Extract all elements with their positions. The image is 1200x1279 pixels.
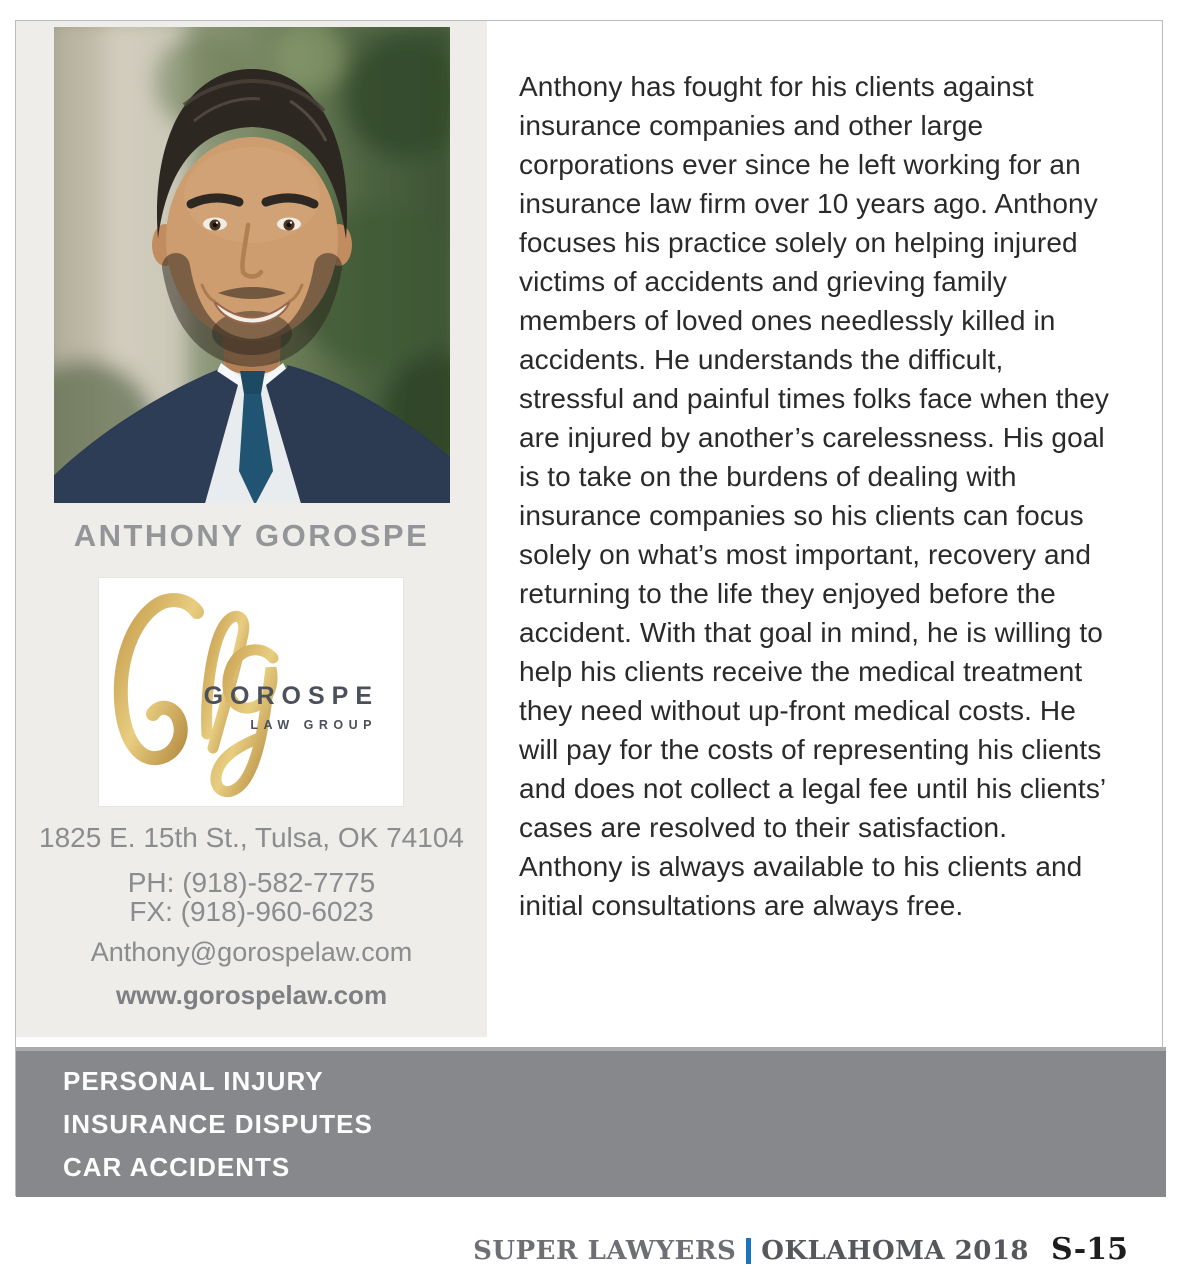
portrait-photo: [54, 27, 450, 503]
practice-areas-bar: [16, 1047, 1166, 1197]
footer-divider-icon: [746, 1238, 751, 1264]
footer-edition: OKLAHOMA 2018: [761, 1236, 1030, 1266]
firm-logo-box: [98, 577, 404, 807]
contact-website[interactable]: www.gorospelaw.com: [115, 980, 388, 1010]
contact-address: 1825 E. 15th St., Tulsa, OK 74104: [39, 822, 464, 853]
practice-area-car-accidents: CAR ACCIDENTS: [63, 1151, 291, 1182]
practice-area-insurance-disputes: INSURANCE DISPUTES: [63, 1108, 373, 1139]
practice-area-personal-injury: PERSONAL INJURY: [63, 1065, 324, 1096]
contact-fax: FX: (918)-960-6023: [129, 896, 374, 927]
portrait-illustration: [54, 27, 450, 503]
footer-page-number: S-15: [1051, 1232, 1128, 1267]
contact-email[interactable]: Anthony@gorospelaw.com: [90, 937, 413, 967]
bio-column: [519, 67, 1115, 925]
firm-name: GOROSPE: [203, 682, 379, 710]
bio-paragraph: Anthony has fought for his clients against insurance companies and other large corporations ever since he left working for an insurance law firm over 10 years ago. Anthony focuses his practice solely on helping injured victims of accidents and grieving family members of loved ones needlessly killed in accidents. He understands the difficult, stressful and painful times folks face when they are injured by another’s carelessness. His goal is to take on the burdens of dealing with insurance companies so his clients can focus solely on what’s most important, recovery and returning to the life they enjoyed before the accident. With that goal in mind, he is willing to help his clients receive the medical treatment they need without up-front medical costs. He will pay for the costs of representing his clients and does not collect a legal fee until his clients’ cases are resolved to their satisfaction. Anthony is always available to his clients and initial consultations are always free.: [519, 71, 1109, 921]
left-panel: [16, 21, 487, 1037]
footer: [473, 1232, 1128, 1267]
footer-publication: SUPER LAWYERS: [473, 1236, 737, 1266]
firm-tagline: LAW GROUP: [250, 718, 377, 732]
contact-phone: PH: (918)-582-7775: [127, 867, 376, 898]
attorney-name: ANTHONY GOROSPE: [73, 518, 430, 553]
ad-frame: [15, 20, 1163, 1196]
